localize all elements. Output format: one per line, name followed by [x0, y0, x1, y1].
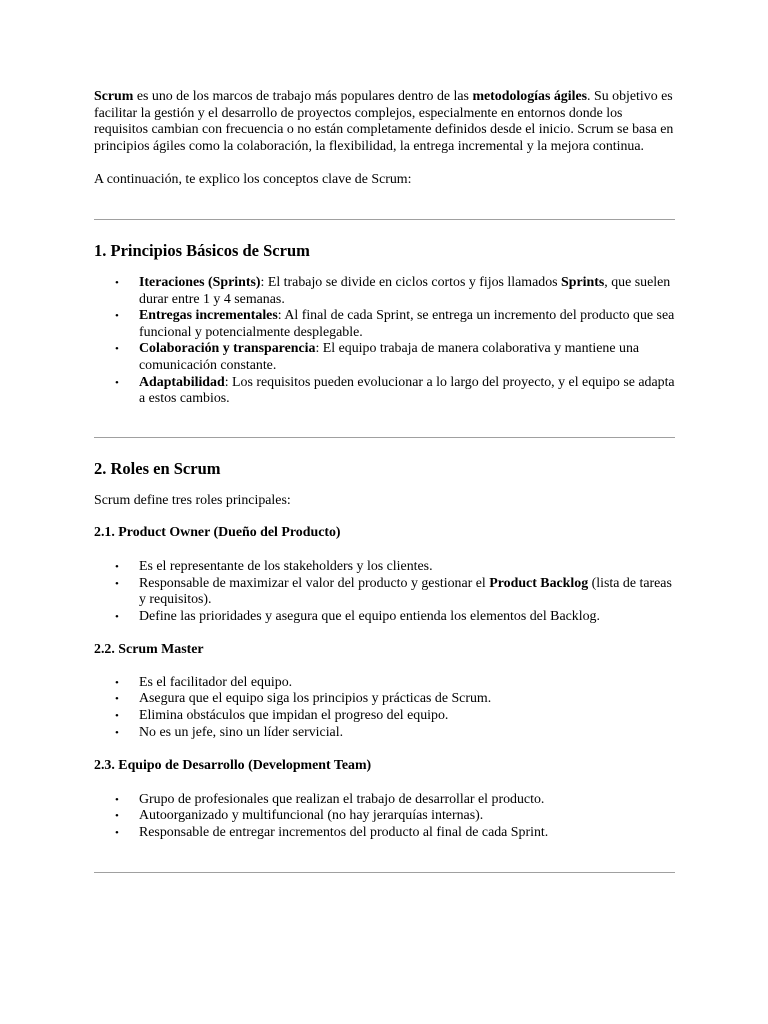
item-text: Responsable de maximizar el valor del producto y gestionar el [139, 575, 490, 591]
list-item [115, 558, 676, 576]
intro-paragraph [94, 89, 676, 155]
item-text: Grupo de profesionales que realizan el trabajo de desarrollar el producto. [139, 791, 545, 807]
divider-3 [94, 872, 675, 873]
section-1-title: 1. Principios Básicos de Scrum [94, 240, 310, 260]
bullet-icon: • [115, 827, 119, 840]
list-item [115, 341, 676, 374]
item-text: Es el facilitador del equipo. [139, 674, 293, 690]
item-text: : El equipo trabaja de manera colaborativa y mantiene una comunicación constante. [139, 341, 640, 373]
item-text: Autoorganizado y multifuncional (no hay jerarquías internas). [139, 808, 484, 824]
item-text: Responsable de entregar incrementos del producto al final de cada Sprint. [139, 825, 549, 841]
list-item [115, 575, 676, 609]
list-item [115, 608, 676, 626]
section-1-list [94, 275, 676, 408]
intro-scrum-bold: Scrum [94, 89, 134, 104]
item-text: Asegura que el equipo siga los principios y prácticas de Scrum. [139, 691, 492, 707]
bullet-icon: • [115, 676, 119, 689]
item-bold: Product Backlog [489, 575, 589, 591]
product-owner-title: 2.1. Product Owner (Dueño del Producto) [94, 525, 341, 541]
list-item [115, 274, 676, 308]
list-item [115, 791, 676, 809]
bullet-icon: • [115, 310, 119, 323]
item-bold-2: Sprints [561, 274, 605, 290]
bullet-icon: • [115, 560, 119, 573]
bullet-icon: • [115, 693, 119, 706]
item-bold: Entregas incrementales [139, 308, 278, 324]
item-text-2: , que suelen durar entre 1 y 4 semanas. [139, 274, 671, 307]
item-text: Define las prioridades y asegura que el equipo entienda los elementos del Backlog. [139, 608, 600, 624]
item-text: : Al final de cada Sprint, se entrega un incremento del producto que sea funcional y potencialmente desplegable. [139, 308, 675, 340]
scrum-master-title: 2.2. Scrum Master [94, 642, 204, 658]
bullet-icon: • [115, 810, 119, 823]
item-text: : Los requisitos pueden evolucionar a lo largo del proyecto, y el equipo se adapta a estos cambios. [139, 374, 675, 407]
item-text: : El trabajo se divide en ciclos cortos y fijos llamados [260, 274, 562, 290]
section-2-lead: Scrum define tres roles principales: [94, 492, 291, 508]
list-item [115, 374, 676, 408]
list-item [115, 308, 676, 341]
product-owner-list [94, 559, 676, 625]
bullet-icon: • [115, 343, 119, 356]
intro-text-2: . Su objetivo es facilitar la gestión y el desarrollo de proyectos complejos, especialmente en entornos donde los requisitos cambian con frecuencia o no están completamente definidos desde el inicio. Scrum se basa en principios ágiles como la colaboración, la flexibilidad, la entrega incremental y la mejora continua. [94, 89, 674, 154]
list-item [115, 691, 676, 708]
intro-metodologias-bold: metodologías ágiles [472, 89, 588, 104]
bullet-icon: • [115, 276, 119, 289]
divider-1 [94, 219, 675, 220]
section-2-title: 2. Roles en Scrum [94, 458, 221, 478]
intro-lead: A continuación, te explico los conceptos clave de Scrum: [94, 172, 412, 188]
item-text: Es el representante de los stakeholders y los clientes. [139, 558, 433, 574]
document-content [94, 89, 676, 873]
bullet-icon: • [115, 577, 119, 590]
intro-text-1: es uno de los marcos de trabajo más populares dentro de las [133, 89, 473, 104]
item-bold: Adaptabilidad [139, 374, 225, 390]
dev-team-list [94, 792, 676, 842]
item-text: Elimina obstáculos que impidan el progreso del equipo. [139, 708, 449, 724]
list-item [115, 724, 676, 742]
item-bold: Iteraciones (Sprints) [139, 274, 261, 290]
divider-2 [94, 437, 675, 438]
dev-team-title: 2.3. Equipo de Desarrollo (Development Team) [94, 758, 372, 774]
bullet-icon: • [115, 710, 119, 723]
bullet-icon: • [115, 726, 119, 739]
list-item [115, 708, 676, 725]
bullet-icon: • [115, 376, 119, 389]
item-bold: Colaboración y transparencia [139, 341, 316, 357]
bullet-icon: • [115, 610, 119, 623]
scrum-master-list [94, 675, 676, 741]
list-item [115, 825, 676, 842]
item-text: No es un jefe, sino un líder servicial. [139, 724, 344, 740]
item-text-2: (lista de tareas y requisitos). [139, 575, 672, 608]
list-item [115, 808, 676, 825]
list-item [115, 674, 676, 692]
bullet-icon: • [115, 793, 119, 806]
